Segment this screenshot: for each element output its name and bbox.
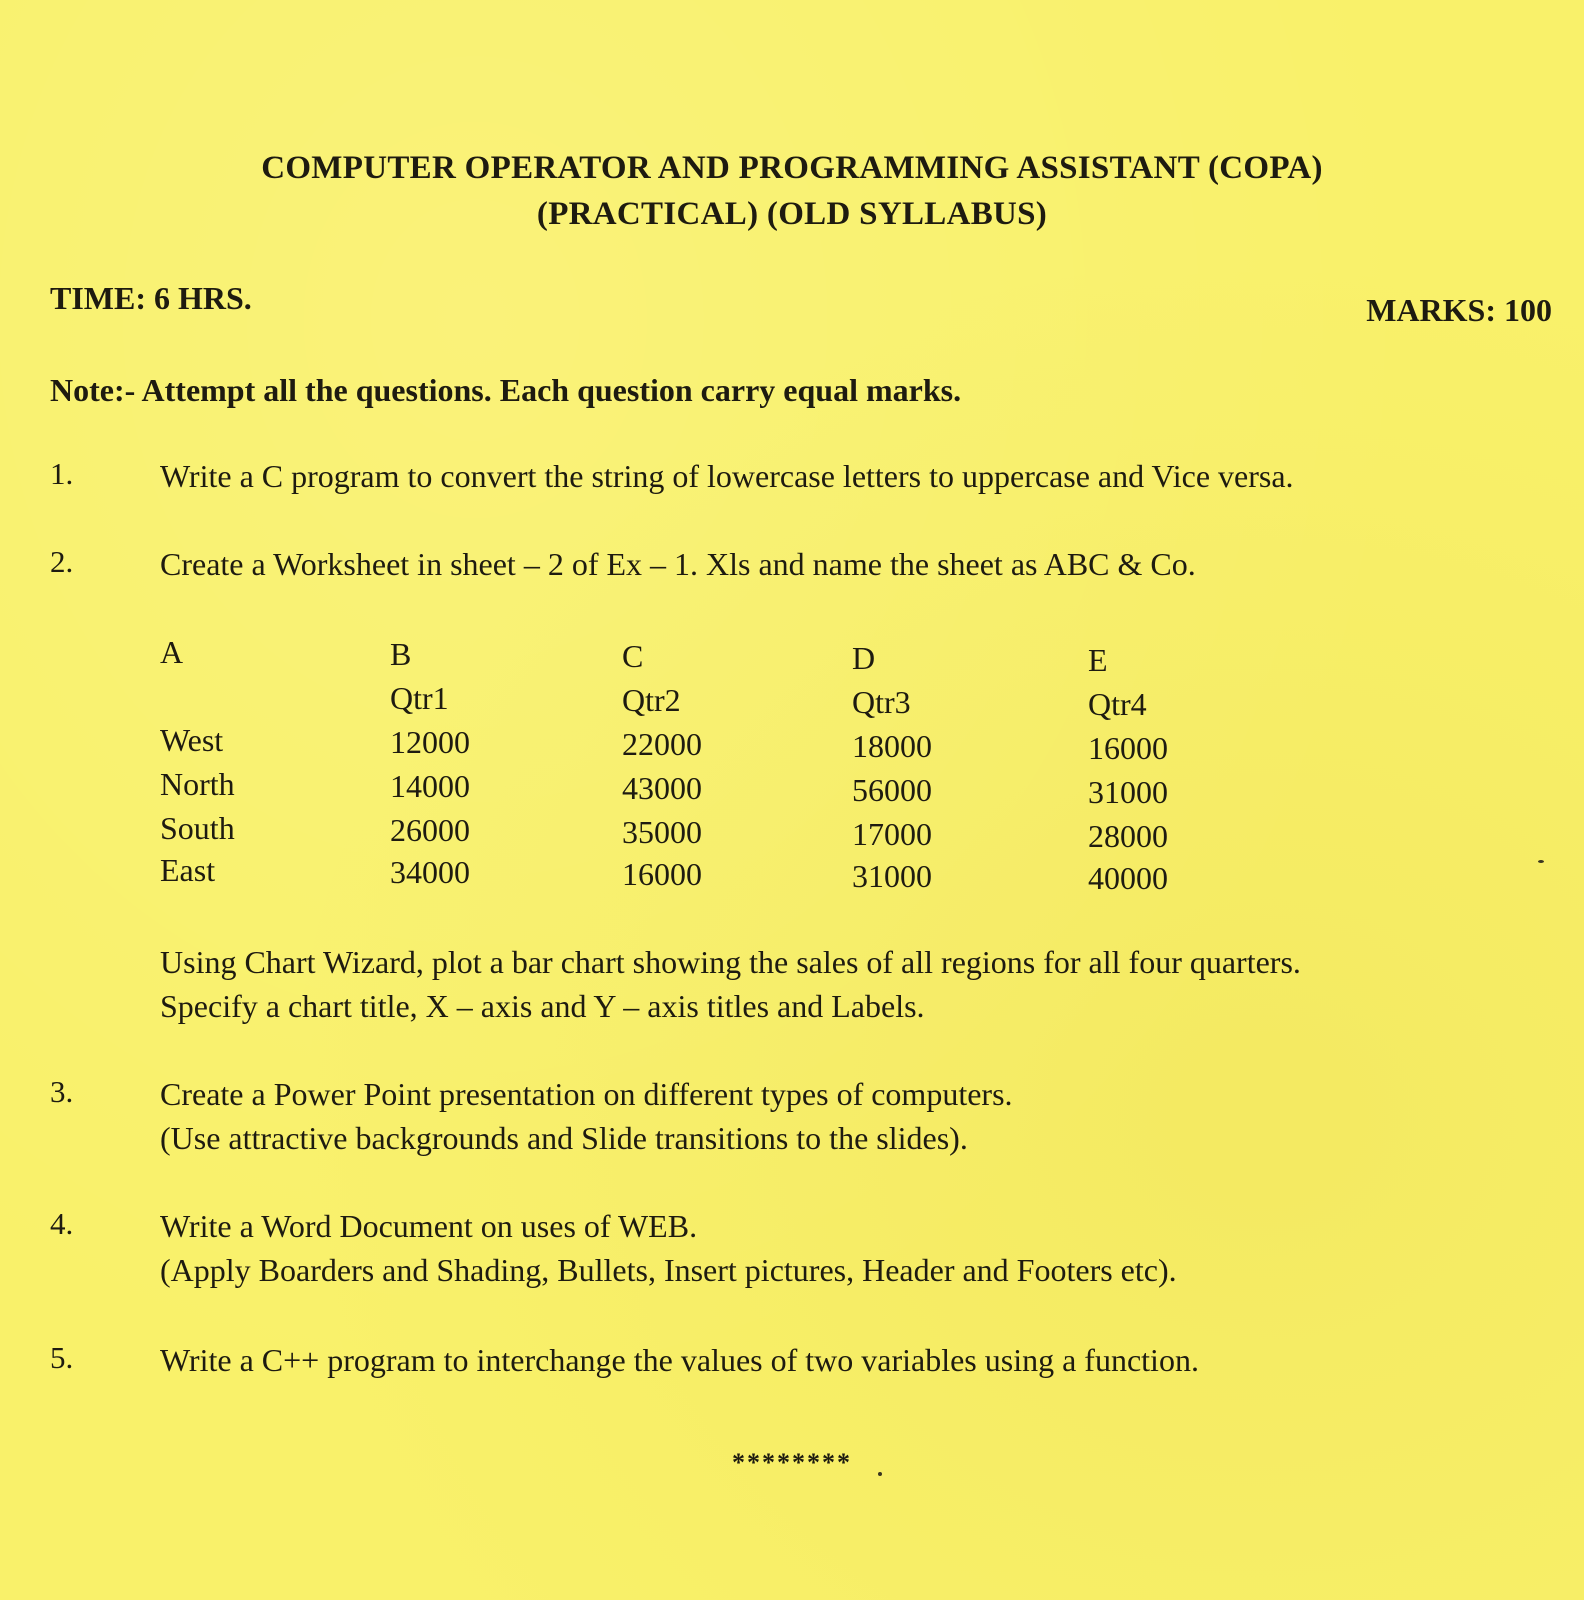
paper-title-line1: COMPUTER OPERATOR AND PROGRAMMING ASSISTANT (COPA) (261, 150, 1323, 186)
scan-speck (1538, 860, 1544, 863)
table-cell: 43000 (622, 770, 702, 806)
table-cell: 31000 (1088, 774, 1168, 810)
table-cell: 26000 (390, 812, 470, 848)
question-4-text: Write a Word Document on uses of WEB. (160, 1208, 698, 1244)
table-header-qtr3: Qtr3 (852, 684, 911, 720)
question-2-chart-labels-instruction: Specify a chart title, X – axis and Y – axis titles and Labels. (160, 988, 925, 1024)
table-cell: 35000 (622, 814, 702, 850)
table-col-a: A (160, 634, 184, 670)
time-label: TIME: 6 HRS. (50, 280, 252, 316)
instruction-note: Note:- Attempt all the questions. Each question carry equal marks. (50, 372, 962, 408)
table-cell: 34000 (390, 854, 470, 890)
question-3-subtext: (Use attractive backgrounds and Slide transitions to the slides). (160, 1120, 968, 1156)
table-col-b: B (390, 636, 412, 672)
question-3-text: Create a Power Point presentation on different types of computers. (160, 1076, 1013, 1112)
table-cell: 22000 (622, 726, 702, 762)
table-cell: 28000 (1088, 818, 1168, 854)
table-cell: 18000 (852, 728, 932, 764)
table-cell: 16000 (622, 856, 702, 892)
table-header-qtr2: Qtr2 (622, 682, 681, 718)
question-3-number: 3. (50, 1074, 74, 1109)
table-cell: 17000 (852, 816, 932, 852)
table-cell: 56000 (852, 772, 932, 808)
table-row-label-north: North (160, 766, 235, 802)
question-2-chart-instruction: Using Chart Wizard, plot a bar chart showing the sales of all regions for all four quarters. (160, 944, 1301, 980)
table-cell: 12000 (390, 724, 470, 760)
table-header-qtr4: Qtr4 (1088, 686, 1147, 722)
question-1-text: Write a C program to convert the string of lowercase letters to uppercase and Vice versa. (160, 458, 1294, 494)
table-header-qtr1: Qtr1 (390, 680, 449, 716)
question-2-text: Create a Worksheet in sheet – 2 of Ex – 1. Xls and name the sheet as ABC & Co. (160, 546, 1196, 582)
end-of-paper-stars: ******** (732, 1448, 852, 1477)
question-5-number: 5. (50, 1340, 74, 1375)
table-cell: 31000 (852, 858, 932, 894)
table-cell: 40000 (1088, 860, 1168, 896)
table-col-c: C (622, 638, 644, 674)
question-5-text: Write a C++ program to interchange the values of two variables using a function. (160, 1342, 1199, 1378)
scan-speck (878, 1472, 882, 1476)
table-row-label-east: East (160, 852, 216, 888)
table-row-label-south: South (160, 810, 235, 846)
question-2-number: 2. (50, 544, 74, 579)
table-col-e: E (1088, 642, 1108, 678)
question-4-subtext: (Apply Boarders and Shading, Bullets, Insert pictures, Header and Footers etc). (160, 1252, 1177, 1288)
question-4-number: 4. (50, 1206, 74, 1241)
marks-label: MARKS: 100 (1366, 292, 1552, 328)
table-row-label-west: West (160, 722, 224, 758)
table-cell: 14000 (390, 768, 470, 804)
paper-title-line2: (PRACTICAL) (OLD SYLLABUS) (536, 196, 1048, 232)
table-col-d: D (852, 640, 876, 676)
question-1-number: 1. (50, 456, 74, 491)
table-cell: 16000 (1088, 730, 1168, 766)
